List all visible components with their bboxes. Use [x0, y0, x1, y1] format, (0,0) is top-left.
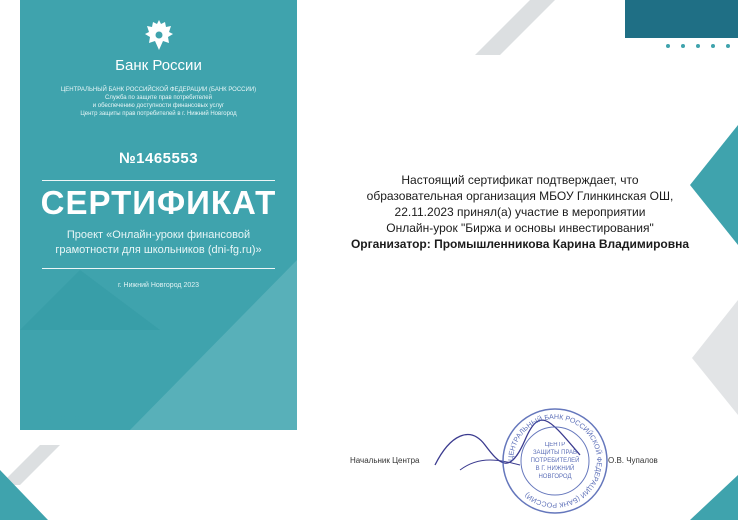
issuer-line: и обеспечению доступности финансовых услуг: [92, 103, 225, 109]
official-stamp-icon: [500, 406, 610, 516]
signatory-position: Начальник Центра: [350, 456, 420, 465]
certificate-title: СЕРТИФИКАТ: [40, 184, 277, 221]
issuer-line: ЦЕНТРАЛЬНЫЙ БАНК РОССИЙСКОЙ ФЕДЕРАЦИИ (БАНК РОССИИ): [60, 87, 257, 93]
project-name: [20, 228, 297, 258]
divider-top: [42, 180, 275, 181]
organizer-line: Организатор: Промышленникова Карина Владимировна: [350, 237, 690, 251]
body-line: Настоящий сертификат подтверждает, что: [401, 173, 639, 187]
issuer-block: [20, 86, 297, 118]
dot: [681, 44, 685, 48]
bottom-diagonal-gray: [0, 445, 60, 485]
body-line: Онлайн-урок "Биржа и основы инвестирования": [386, 221, 654, 235]
dot: [666, 44, 670, 48]
city-year: г. Нижний Новгород 2023: [117, 282, 200, 289]
stamp-center-line: НОВГОРОД: [538, 474, 572, 480]
diagonal-gray-top: [475, 0, 555, 55]
body-line: 22.11.2023 принял(а) участие в мероприятии: [394, 205, 646, 219]
dot: [711, 44, 715, 48]
certificate-number: №1465553: [118, 150, 199, 167]
stamp-center-line: В Г. НИЖНИЙ: [535, 466, 575, 472]
bank-eagle-logo-icon: [144, 18, 174, 52]
certificate-body: [310, 172, 730, 252]
dot: [726, 44, 730, 48]
issuer-line: Служба по защите прав потребителей: [105, 95, 212, 101]
dot: [696, 44, 700, 48]
stamp-center-line: ПОТРЕБИТЕЛЕЙ: [530, 458, 580, 464]
stamp-center-line: ЦЕНТР: [544, 442, 566, 448]
dot: [75, 416, 79, 420]
signatory-name: О.В. Чупалов: [608, 456, 658, 465]
stamp-center-line: ЗАЩИТЫ ПРАВ: [532, 450, 578, 456]
project-line: Проект «Онлайн-уроки финансовой: [66, 229, 251, 241]
body-line: образовательная организация МБОУ Глинкинская ОШ,: [366, 189, 674, 203]
issuer-line: Центр защиты прав потребителей в г. Нижний Новгород: [80, 111, 237, 117]
bottom-right-teal: [690, 475, 738, 520]
dot: [47, 416, 51, 420]
corner-block-dark: [625, 0, 738, 38]
divider-bottom: [42, 268, 275, 269]
chevron-gray-right: [692, 300, 738, 415]
bank-logo-text: Банк России: [115, 57, 202, 74]
stamp-ring-text: ЦЕНТРАЛЬНЫЙ БАНК РОССИЙСКОЙ ФЕДЕРАЦИИ (БАНК РОССИИ): [507, 413, 603, 509]
dot: [61, 416, 65, 420]
project-line: грамотности для школьников (dni-fg.ru)»: [55, 244, 262, 256]
certificate-banner: [20, 0, 297, 430]
